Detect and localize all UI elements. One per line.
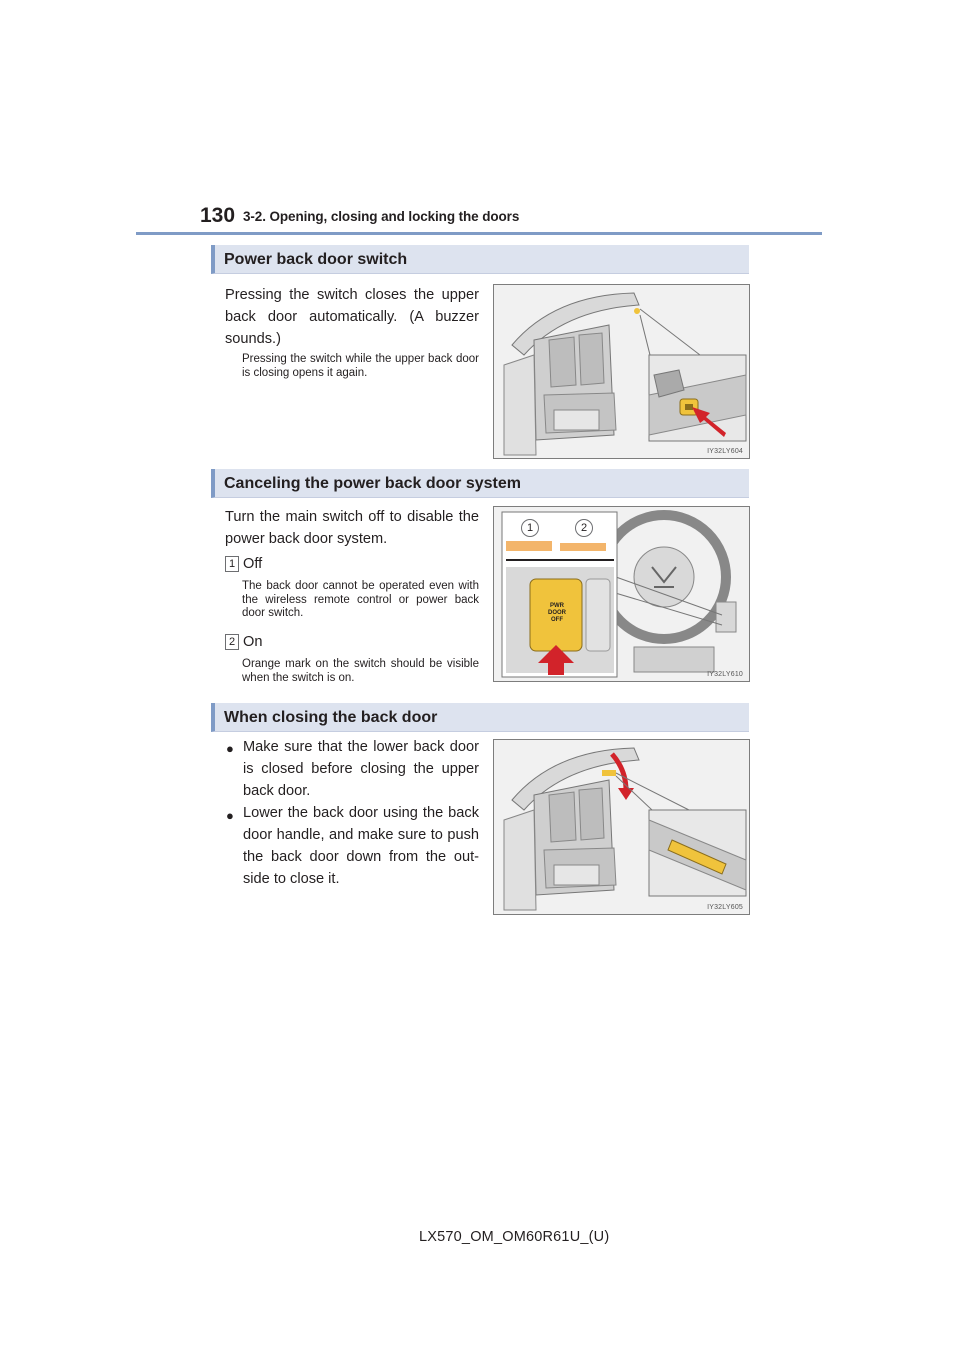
figure-code: IY32LY610 — [707, 671, 743, 678]
bullet-dot: ● — [226, 808, 234, 823]
item-label-on: On — [243, 634, 263, 650]
section-title: Canceling the power back door system — [224, 475, 521, 492]
closing-bullet-1: Make sure that the lower back door is closed before closing the upper back door. — [243, 739, 479, 799]
power-switch-body: Pressing the switch closes the upper back door automatically. (A buzzer sounds.) — [225, 287, 479, 347]
figure-code: IY32LY604 — [707, 448, 743, 455]
back-door-handle-illustration — [494, 740, 749, 914]
bullet-dot: ● — [226, 741, 234, 756]
item-number-2: 2 — [225, 634, 239, 650]
section-title: Power back door switch — [224, 251, 408, 268]
document-code: LX570_OM_OM60R61U_(U) — [419, 1229, 610, 1245]
item-label-off: Off — [243, 556, 263, 572]
section-header-canceling — [211, 469, 749, 498]
item-note-off: The back door cannot be operated even with the wireless remote control or power back door switch. — [242, 580, 479, 619]
item-number-1: 1 — [225, 556, 239, 572]
figure-code: IY32LY605 — [707, 904, 743, 911]
power-switch-figure — [493, 284, 750, 459]
item-note-on: Orange mark on the switch should be visible when the switch is on. — [242, 658, 479, 684]
closing-figure — [493, 739, 750, 915]
power-switch-note: Pressing the switch while the upper back door is closing opens it again. — [242, 353, 479, 379]
main-switch-figure — [493, 506, 750, 682]
section-header-closing — [211, 703, 749, 732]
chapter-title: 3-2. Opening, closing and locking the doors — [243, 209, 520, 224]
callout-1: 1 — [521, 519, 539, 537]
callout-2: 2 — [575, 519, 593, 537]
closing-bullet-2: Lower the back door using the back door handle, and make sure to push the back door down from the out-side to close it. — [243, 805, 479, 887]
section-header-power-switch — [211, 245, 749, 274]
canceling-body: Turn the main switch off to disable the power back door system. — [225, 509, 479, 547]
back-door-switch-illustration — [494, 285, 749, 458]
section-title: When closing the back door — [224, 709, 438, 726]
header-rule — [136, 232, 822, 235]
switch-label: PWR DOOR OFF — [548, 603, 566, 623]
page-number: 130 — [200, 204, 236, 227]
